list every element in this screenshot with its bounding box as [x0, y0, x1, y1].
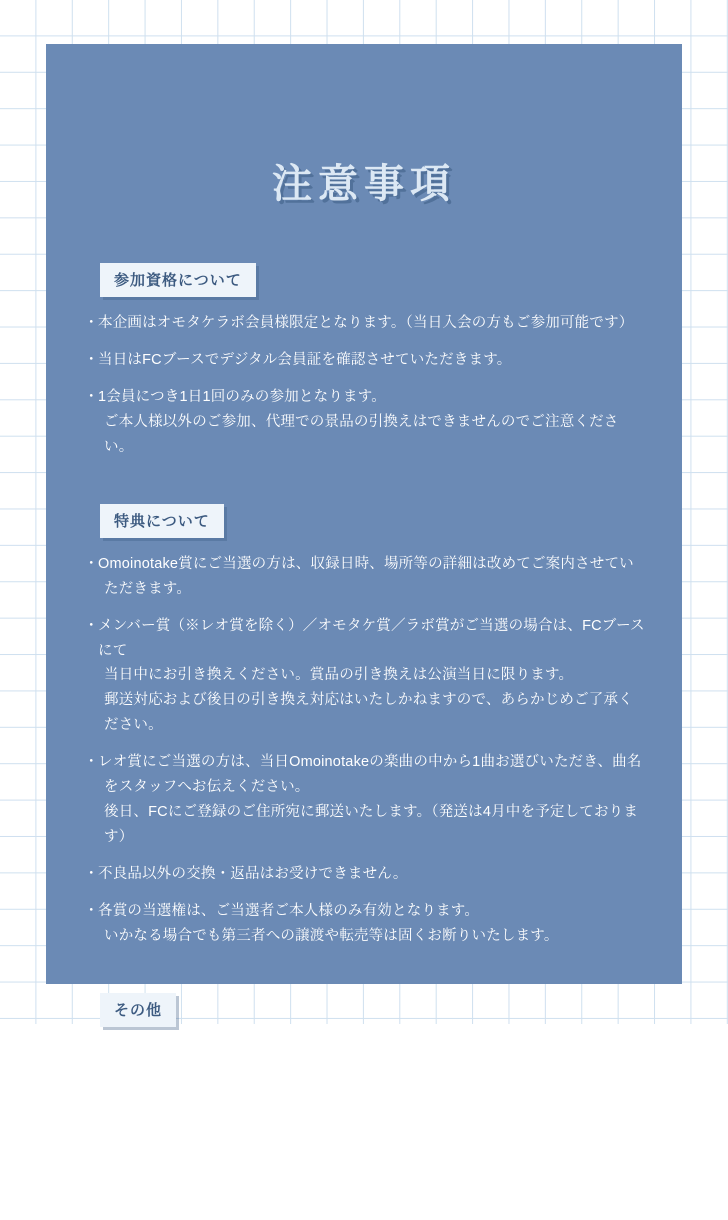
notice-section — [82, 263, 646, 460]
notice-line: 後日、FCにご登録のご住所宛に郵送いたします。（発送は4月中を予定しております） — [104, 804, 639, 846]
bullet-icon: ・ — [84, 902, 99, 919]
notice-line: 1会員につき1日1回のみの参加となります。 — [98, 388, 386, 405]
notice-line: 本企画はオモタケラボ会員様限定となります。（当日入会の方もご参加可能です） — [98, 315, 634, 331]
notice-list — [82, 311, 646, 460]
notice-list-item — [82, 614, 646, 739]
bullet-icon: ・ — [84, 866, 99, 882]
notice-line: 従っていただけない場合、引き換えをお断りすることもございます。 — [104, 1069, 559, 1086]
bullet-icon: ・ — [84, 617, 99, 634]
notice-line: ただきます。 — [104, 580, 192, 597]
notice-line: をスタッフへお伝えください。 — [104, 779, 310, 796]
bullet-icon: ・ — [84, 1044, 99, 1061]
notice-list-item — [82, 899, 646, 949]
notice-list — [82, 1041, 646, 1128]
bullet-icon: ・ — [84, 1106, 99, 1123]
section-heading: 特典について — [100, 504, 224, 538]
bullet-icon: ・ — [84, 754, 99, 771]
notice-list-item — [82, 311, 646, 336]
notice-card — [46, 44, 682, 1123]
notice-line: いかなる場合でも第三者への譲渡や転売等は固くお断りいたします。 — [104, 927, 559, 944]
notice-line: ご本人様以外のご参加、代理での景品の引換えはできませんのでご注意ください。 — [104, 413, 619, 455]
notice-line: Omoinotake賞にご当選の方は、収録日時、場所等の詳細は改めてご案内させてい — [98, 555, 634, 572]
bullet-icon: ・ — [84, 351, 99, 368]
notice-line: 郵送対応および後日の引き換え対応はいたしかねますので、あらかじめご了承ください。 — [104, 692, 633, 734]
notice-list-item — [82, 750, 646, 850]
notice-line: 各賞の当選権は、ご当選者ご本人様のみ有効となります。 — [98, 902, 480, 919]
notice-list-item — [82, 385, 646, 460]
sections-container — [82, 263, 646, 1128]
notice-list-item — [82, 862, 646, 887]
card-bottom-spacer — [82, 1140, 646, 1220]
notice-line: 不良品以外の交換・返品はお受けできません。 — [98, 866, 408, 882]
section-heading: その他 — [100, 993, 176, 1027]
bullet-icon: ・ — [84, 555, 99, 572]
notice-line: レオ賞にご当選の方は、当日Omoinotakeの楽曲の中から1曲お選びいただき、曲名 — [98, 754, 642, 771]
bullet-icon: ・ — [84, 315, 99, 331]
notice-section — [82, 993, 646, 1128]
bullet-icon: ・ — [84, 388, 99, 405]
notice-line: 当日中にお引き換えください。賞品の引き換えは公演当日に限ります。 — [104, 667, 574, 684]
notice-list-item — [82, 552, 646, 602]
notice-line: 景品は無くなり次第終了となります。あらかじめご了承ください。 — [98, 1106, 538, 1123]
notice-list-item — [82, 348, 646, 373]
notice-line: メンバー賞（※レオ賞を除く）／オモタケ賞／ラボ賞がご当選の場合は、FCブースにて — [98, 617, 645, 659]
notice-line: 当日はFCブースでデジタル会員証を確認させていただきます。 — [98, 351, 512, 368]
notice-list-item — [82, 1041, 646, 1091]
notice-list — [82, 552, 646, 949]
notice-list-item — [82, 1103, 646, 1128]
section-heading: 参加資格について — [100, 263, 256, 297]
page-title: 注意事項 — [272, 161, 456, 207]
notice-section — [82, 504, 646, 949]
notice-line: 当日は係員およびスタッフの指示に従ってください。 — [98, 1044, 451, 1061]
